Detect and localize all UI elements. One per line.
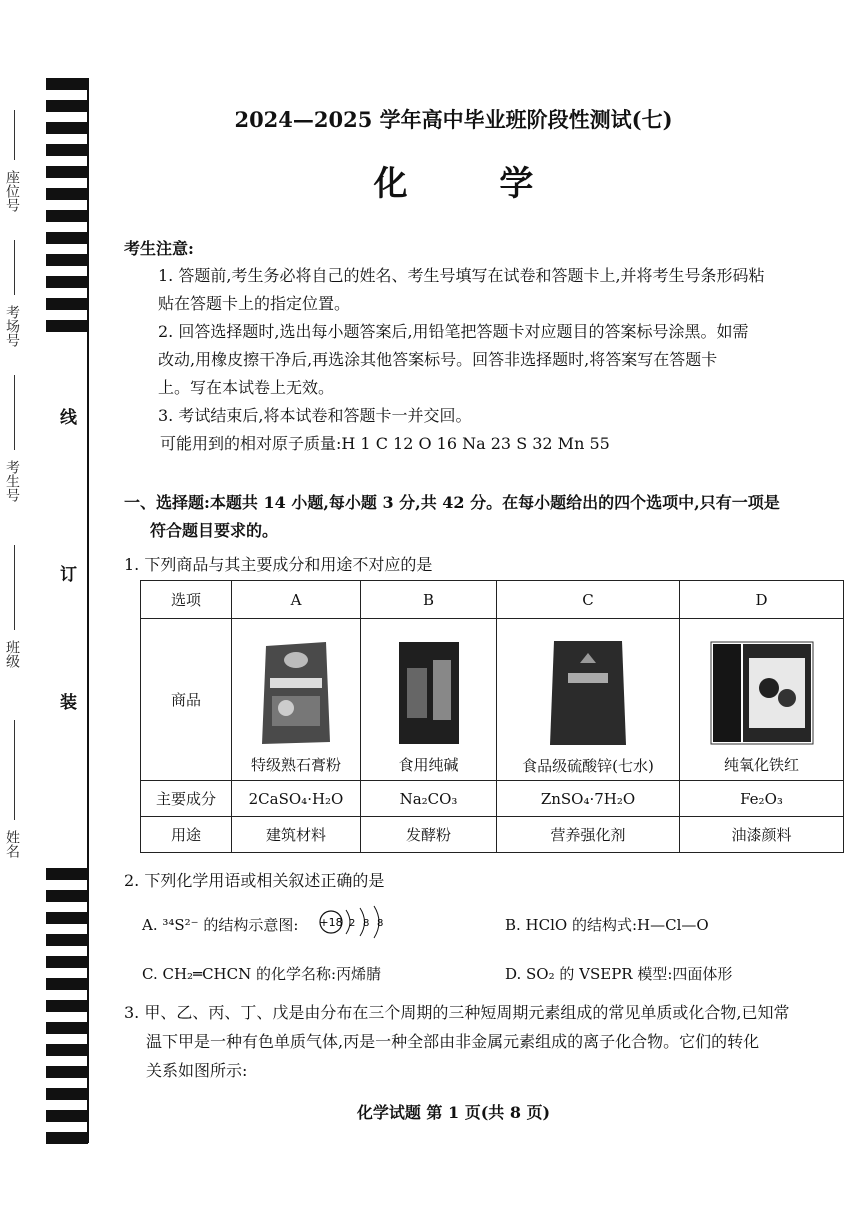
notice-title: 考生注意:: [124, 239, 194, 258]
question-2-option-a: A. ³⁴S²⁻ 的结构示意图:: [142, 916, 299, 934]
option-a-product-name: 特级熟石膏粉: [250, 756, 341, 774]
binding-char-line: 线: [60, 408, 77, 428]
question-2-stem: 2. 下列化学用语或相关叙述正确的是: [124, 871, 385, 890]
binding-stripe: [46, 78, 88, 90]
exam-room-label: 考场号: [4, 305, 20, 347]
notice-item-3: 3. 考试结束后,将本试卷和答题卡一并交回。: [158, 406, 472, 425]
option-b-use: 发酵粉: [361, 817, 497, 853]
binding-stripe: [46, 210, 88, 222]
binding-char-fix: 装: [60, 693, 77, 713]
section-1-header-line-1: 一、选择题:本题共 14 小题,每小题 3 分,共 42 分。在每小题给出的四个选项中,只有一项是: [124, 493, 780, 512]
option-d-letter: D: [680, 581, 844, 619]
binding-char-bind: 订: [60, 565, 77, 585]
notice-item-2-line-2: 改动,用橡皮擦干净后,再选涂其他答案标号。回答非选择题时,将答案写在答题卡: [158, 350, 718, 369]
nucleus-charge: +18: [319, 916, 343, 929]
question-2-option-c: C. CH₂═CHCN 的化学名称:丙烯腈: [142, 965, 382, 983]
plaster-bag-image: [256, 638, 336, 748]
question-3-line-3: 关系如图所示:: [146, 1061, 248, 1080]
shell-2-count: 8: [363, 918, 370, 929]
binding-stripe: [46, 934, 88, 946]
binding-stripe: [46, 320, 88, 332]
option-c-component: ZnSO₄·7H₂O: [497, 781, 680, 817]
option-d-product-name: 纯氧化铁红: [723, 756, 799, 774]
question-2-option-d: D. SO₂ 的 VSEPR 模型:四面体形: [505, 965, 733, 983]
binding-stripe: [46, 1132, 88, 1144]
binding-stripe: [46, 254, 88, 266]
option-d-use: 油漆颜料: [680, 817, 844, 853]
shell-3-count: 8: [377, 918, 384, 929]
binding-stripe: [46, 1022, 88, 1034]
notice-item-1-line-2: 贴在答题卡上的指定位置。: [158, 294, 351, 313]
binding-stripe: [46, 912, 88, 924]
table-row-uses: [141, 817, 844, 853]
student-id-field: [14, 375, 15, 450]
option-c-letter: C: [497, 581, 680, 619]
option-c-product: [497, 619, 680, 781]
soda-bag-image: [393, 638, 465, 748]
option-d-product: [680, 619, 844, 781]
section-1-header-line-2: 符合题目要求的。: [150, 521, 279, 540]
option-c-use: 营养强化剂: [497, 817, 680, 853]
sulfur-ion-structure-diagram: [318, 904, 390, 940]
option-a-product: [232, 619, 361, 781]
name-label: 姓名: [4, 830, 20, 858]
subject-title: 化 学: [373, 164, 574, 204]
row-header-component: 主要成分: [141, 781, 232, 817]
class-field: [14, 545, 15, 630]
row-header-use: 用途: [141, 817, 232, 853]
option-b-component: Na₂CO₃: [361, 781, 497, 817]
class-label: 班级: [4, 640, 20, 668]
iron-oxide-bag-image: [709, 638, 815, 748]
option-a-component: 2CaSO₄·H₂O: [232, 781, 361, 817]
binding-stripe: [46, 1088, 88, 1100]
table-row-options: [141, 581, 844, 619]
shell-1-count: 2: [349, 918, 356, 929]
notice-item-2-line-3: 上。写在本试卷上无效。: [158, 378, 335, 397]
question-2-option-b: B. HClO 的结构式:H—Cl—O: [505, 916, 709, 934]
table-row-products: [141, 619, 844, 781]
binding-stripe: [46, 232, 88, 244]
name-field: [14, 720, 15, 820]
binding-stripe: [46, 1066, 88, 1078]
option-b-product: [361, 619, 497, 781]
option-a-use: 建筑材料: [232, 817, 361, 853]
option-d-component: Fe₂O₃: [680, 781, 844, 817]
binding-stripe: [46, 1044, 88, 1056]
binding-stripe: [46, 868, 88, 880]
option-b-product-name: 食用纯碱: [398, 756, 459, 774]
binding-stripe: [46, 890, 88, 902]
option-a-letter: A: [232, 581, 361, 619]
table-row-components: [141, 781, 844, 817]
option-b-letter: B: [361, 581, 497, 619]
binding-stripe: [46, 956, 88, 968]
binding-stripe: [46, 144, 88, 156]
page-footer: 化学试题 第 1 页(共 8 页): [356, 1103, 551, 1122]
row-header-product: 商品: [141, 619, 232, 781]
question-3-line-2: 温下甲是一种有色单质气体,丙是一种全部由非金属元素组成的离子化合物。它们的转化: [146, 1032, 760, 1051]
question-1-table: [140, 580, 844, 853]
row-header-option: 选项: [141, 581, 232, 619]
seat-number-label: 座位号: [4, 170, 20, 212]
zinc-sulfate-bag-image: [548, 637, 628, 749]
binding-stripe: [46, 276, 88, 288]
notice-item-1-line-1: 1. 答题前,考生务必将自己的姓名、考生号填写在试卷和答题卡上,并将考生号条形码粘: [158, 266, 765, 285]
binding-stripe: [46, 978, 88, 990]
exam-title: 2024—2025 学年高中毕业班阶段性测试(七): [234, 107, 673, 132]
option-c-product-name: 食品级硫酸锌(七水): [522, 757, 654, 775]
question-1-stem: 1. 下列商品与其主要成分和用途不对应的是: [124, 555, 433, 574]
exam-room-field: [14, 240, 15, 295]
binding-stripe: [46, 298, 88, 310]
binding-line: [87, 78, 89, 1143]
binding-stripe: [46, 1000, 88, 1012]
notice-item-2-line-1: 2. 回答选择题时,选出每小题答案后,用铅笔把答题卡对应题目的答案标号涂黑。如需: [158, 322, 749, 341]
student-id-label: 考生号: [4, 460, 20, 502]
atomic-mass-line: 可能用到的相对原子质量:H 1 C 12 O 16 Na 23 S 32 Mn 55: [160, 434, 610, 453]
binding-barcode-strip: [46, 78, 88, 1143]
question-3-line-1: 3. 甲、乙、丙、丁、戊是由分布在三个周期的三种短周期元素组成的常见单质或化合物,已知常: [124, 1003, 790, 1022]
